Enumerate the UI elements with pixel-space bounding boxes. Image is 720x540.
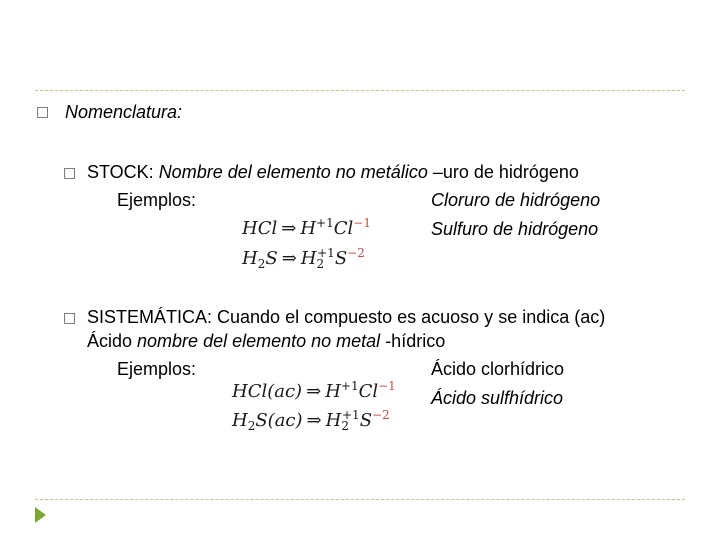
- formula-h: H: [300, 248, 317, 269]
- sistematica-line1: SISTEMÁTICA: Cuando el compuesto es acuoso y se indica (ac): [87, 307, 606, 327]
- sistematica-line2: [87, 330, 445, 352]
- charge-h: +1: [317, 246, 335, 260]
- formula-h: H: [300, 218, 317, 239]
- formula-sistematica-h2s: [232, 410, 390, 432]
- implies-arrow: ⇒: [306, 410, 322, 431]
- charge-h: +1: [340, 379, 359, 393]
- formula-lhs-s: S(ac): [255, 410, 303, 431]
- sistematica-line2-prefix: Ácido: [87, 331, 138, 351]
- bottom-divider: [35, 499, 685, 500]
- formula-h-sub: 2: [316, 257, 325, 271]
- formula-s: S: [359, 410, 373, 431]
- sistematica-line2-italic: nombre del elemento no metal: [137, 331, 386, 351]
- formula-lhs: HCl: [242, 218, 278, 239]
- square-bullet-icon: □: [63, 165, 77, 181]
- formula-lhs-sub: 2: [247, 419, 256, 433]
- top-divider: [35, 90, 685, 91]
- formula-h: H: [325, 381, 341, 402]
- charge-s: −2: [372, 408, 390, 422]
- formula-h-sub: 2: [341, 419, 349, 433]
- heading-nomenclatura: Nomenclatura:: [65, 102, 183, 122]
- charge-h: +1: [316, 216, 334, 230]
- formula-lhs-h: H: [232, 410, 248, 431]
- formula-s: S: [334, 248, 348, 269]
- formula-cl: Cl: [358, 381, 379, 402]
- stock-ejemplos-label: Ejemplos:: [117, 190, 197, 210]
- sistematica-line2-suffix: -hídrico: [385, 331, 446, 351]
- stock-name-cloruro: Cloruro de hidrógeno: [431, 190, 601, 210]
- charge-h: +1: [341, 408, 360, 422]
- stock-suffix: –uro de hidrógeno: [432, 162, 579, 182]
- formula-h: H: [325, 410, 342, 431]
- formula-sistematica-hcl: [232, 381, 396, 403]
- stock-prefix: STOCK:: [87, 162, 159, 182]
- square-bullet-icon: □: [63, 310, 77, 326]
- charge-s: −2: [347, 246, 365, 260]
- formula-stock-h2s: [242, 248, 365, 270]
- square-bullet-icon: □: [36, 104, 50, 120]
- charge-cl: −1: [378, 379, 396, 393]
- formula-cl: Cl: [333, 218, 354, 239]
- stock-definition: [87, 161, 579, 183]
- sistematica-name-clorhidrico: Ácido clorhídrico: [431, 359, 565, 379]
- implies-arrow: ⇒: [281, 248, 297, 269]
- sistematica-ejemplos-label: Ejemplos:: [117, 359, 197, 379]
- implies-arrow: ⇒: [306, 381, 322, 402]
- formula-lhs: HCl(ac): [232, 381, 303, 402]
- formula-stock-hcl: [242, 218, 371, 240]
- formula-lhs-s: S: [265, 248, 278, 269]
- stock-italic: Nombre del elemento no metálico: [158, 162, 433, 182]
- charge-cl: −1: [353, 216, 371, 230]
- formula-lhs-h: H: [242, 248, 258, 269]
- next-slide-triangle-icon[interactable]: [35, 507, 46, 523]
- implies-arrow: ⇒: [281, 218, 297, 239]
- sistematica-name-sulfhidrico: Ácido sulfhídrico: [431, 388, 564, 408]
- formula-lhs-sub: 2: [257, 257, 266, 271]
- stock-name-sulfuro: Sulfuro de hidrógeno: [431, 219, 599, 239]
